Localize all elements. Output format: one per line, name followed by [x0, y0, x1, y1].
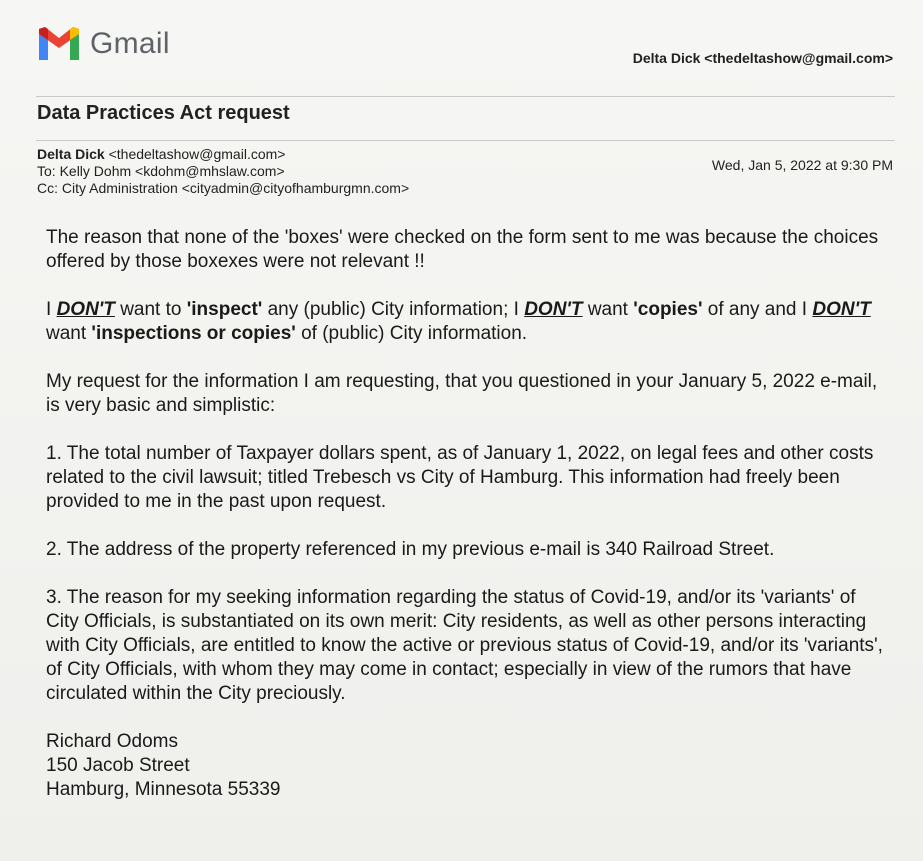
cc-line: Cc: City Administration <cityadmin@cityofhamburgmn.com> — [37, 180, 410, 196]
subject-divider — [36, 140, 895, 141]
signature-city: Hamburg, Minnesota 55339 — [46, 779, 281, 800]
copies-emphasis: 'copies' — [633, 299, 703, 320]
paragraph-4: 1. The total number of Taxpayer dollars spent, as of January 1, 2022, on legal fees and other costs related to the civil lawsuit; titled Trebesch vs City of Hamburg. This information had freely been provided to me in the past upon request. — [46, 443, 874, 512]
paragraph-1: The reason that none of the 'boxes' were checked on the form sent to me was because the choices offered by those boxexes were not relevant !! — [46, 227, 879, 272]
to-line: To: Kelly Dohm <kdohm@mhslaw.com> — [37, 163, 285, 179]
email-subject: Data Practices Act request — [37, 102, 290, 124]
from-address: <thedeltashow@gmail.com> — [108, 146, 286, 162]
signature-street: 150 Jacob Street — [46, 755, 190, 776]
dont-emphasis: DON'T — [524, 299, 583, 320]
paragraph-2: I DON'T want to 'inspect' any (public) City information; I DON'T want 'copies' of any and I DON'T want 'inspections or copies' of (public) City information. — [46, 299, 871, 344]
email-date: Wed, Jan 5, 2022 at 9:30 PM — [711, 157, 893, 173]
paragraph-6: 3. The reason for my seeking information regarding the status of Covid-19, and/or its 'variants' of City Officials, is substantiated on its own merit: City residents, as well as other persons interacting with City Officials, are entitled to know the active or previous status of Covid-19, and/or its 'variants', of City Officials, with whom they may come in contact; especially in view of the rumors that have circulated within the City preciously. — [46, 587, 883, 704]
paragraph-5: 2. The address of the property referenced in my previous e-mail is 340 Railroad Street. — [46, 539, 775, 560]
account-label: Delta Dick <thedeltashow@gmail.com> — [632, 50, 893, 66]
gmail-envelope-icon — [36, 26, 82, 62]
inspections-or-copies-emphasis: 'inspections or copies' — [91, 323, 296, 344]
paragraph-3: My request for the information I am requesting, that you questioned in your January 5, 2022 e-mail, is very basic and simplistic: — [46, 371, 878, 416]
signature-name: Richard Odoms — [46, 731, 178, 752]
dont-emphasis: DON'T — [812, 299, 871, 320]
dont-emphasis: DON'T — [56, 299, 115, 320]
from-line — [37, 146, 409, 163]
gmail-logo — [36, 24, 170, 64]
from-name: Delta Dick — [37, 146, 105, 162]
header-divider — [36, 96, 895, 97]
email-meta — [37, 146, 409, 197]
email-body — [46, 226, 886, 802]
inspect-emphasis: 'inspect' — [186, 299, 263, 320]
gmail-wordmark: Gmail — [90, 27, 170, 60]
